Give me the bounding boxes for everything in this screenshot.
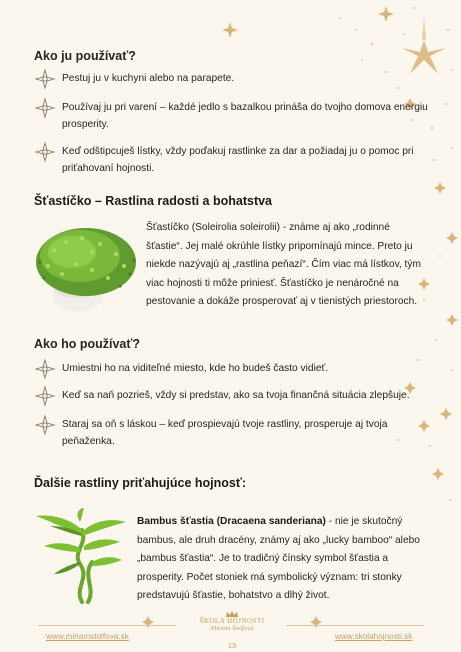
list-item — [34, 385, 434, 407]
ornament-bullet-icon — [34, 414, 56, 436]
list-item-text: Umiestni ho na viditeľné miesto, kde ho budeš často vidieť. — [62, 363, 329, 374]
section-heading-usage-stastiko: Ako ho používať? — [34, 337, 140, 351]
list-item-text: Staraj sa oň s láskou – keď prospievajú tvoje rastliny, prosperuje aj tvoja peňaženka. — [62, 419, 388, 447]
section-heading-usage-basil: Ako ju používať? — [34, 49, 136, 63]
list-item — [34, 414, 434, 450]
footer-divider-right — [286, 625, 424, 626]
footer-logo — [192, 611, 272, 632]
bamboo-text: - nie je skutočný bambus, ale druh dracény, známy aj ako „lucky bamboo“ alebo „bambus šťastia“. Je to tradičný čínsky symbol šťastia a prosperity. Počet stoniek má symbolický význam: tri stonky predstavujú šťastie, bohatstvo a dlhý život. — [137, 516, 420, 602]
stastiko-plant-image — [32, 222, 140, 314]
list-item — [34, 97, 434, 133]
footer-link-miriamstolfova[interactable]: www.miriamstolfova.sk — [46, 632, 129, 641]
bamboo-title: Bambus šťastia (Dracaena sanderiana) — [137, 516, 326, 527]
list-item — [34, 68, 434, 90]
ornament-bullet-icon — [34, 97, 56, 119]
stastiko-description: Šťastíčko (Soleirolia soleirolii) - známe aj ako „rodinné šťastie“. Jej malé okrúhle lístky pripomínajú mince. Preto ju niekde nazývajú aj „rastlina peňazí“. Čím viac má lístkov, tým viac hojnosti ti môže priniesť. Šťastíčko je nenáročné na pestovanie a dokáže prosperovať aj v tienistých priestoroch. — [146, 222, 421, 308]
bamboo-description — [137, 513, 429, 606]
page-number: 13 — [227, 641, 237, 650]
ornament-bullet-icon — [34, 141, 56, 163]
section-heading-stastiko: Šťastíčko – Rastlina radosti a bohatstva — [34, 194, 273, 208]
list-item — [34, 358, 434, 380]
footer-link-skolahojnosti[interactable]: www.skolahojnosti.sk — [335, 632, 413, 641]
footer-divider-left — [38, 625, 176, 626]
list-item-text: Pestuj ju v kuchyni alebo na parapete. — [62, 73, 235, 84]
list-item-text: Keď sa naň pozrieš, vždy si predstav, ako sa tvoja finančná situácia zlepšuje. — [62, 390, 410, 401]
logo-name: ŠKOLA HOJNOSTI — [199, 617, 265, 625]
list-item — [34, 141, 434, 177]
section-heading-other-plants: Ďalšie rastliny priťahujúce hojnosť: — [34, 476, 247, 490]
ornament-bullet-icon — [34, 358, 56, 380]
ornament-bullet-icon — [34, 385, 56, 407]
list-item-text: Keď odštipcuješ lístky, vždy poďakuj rastlinke za dar a požiadaj ju o pomoc pri priťahovaní hojnosti. — [62, 146, 414, 174]
ornament-bullet-icon — [34, 68, 56, 90]
lucky-bamboo-image — [30, 508, 130, 606]
logo-signature: Miriam Štolfová — [210, 625, 254, 632]
list-item-text: Používaj ju pri varení – každé jedlo s bazalkou prináša do tvojho domova energiu prosperity. — [62, 102, 428, 130]
